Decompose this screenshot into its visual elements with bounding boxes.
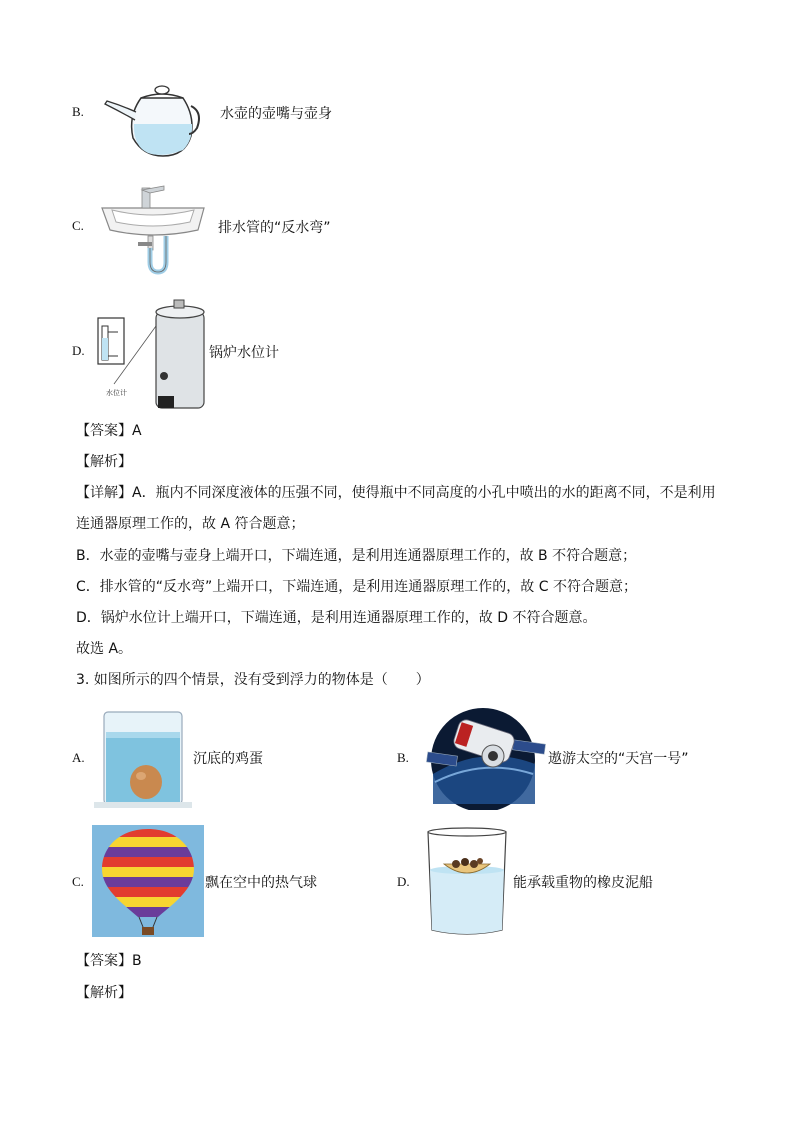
q2-detail-line-5: D．锅炉水位计上端开口，下端连通，是利用连通器原理工作的，故 D 不符合题意。 [76,610,597,626]
q3-stem: 3. 如图所示的四个情景，没有受到浮力的物体是（ ） [76,672,430,688]
option-d-caption: 锅炉水位计 [209,345,279,361]
q2-detail-line-1 [76,483,716,503]
clay-boat-image [422,826,512,938]
answer-label: 【答案】 [76,423,132,439]
water-gauge-inset-label: 水位计 [106,389,127,397]
q3-option-d-caption: 能承载重物的橡皮泥船 [513,875,653,891]
q3-option-a-letter: A. [72,750,85,765]
option-c-caption: 排水管的“反水弯” [218,220,331,236]
q2-detail-line-2: 连通器原理工作的，故 A 符合题意； [76,516,305,532]
option-b-letter: B. [72,104,84,119]
option-b-caption: 水壶的壶嘴与壶身 [220,106,332,122]
teapot-image [103,76,203,158]
option-d-letter: D. [72,343,85,358]
q2-detail-line-3: B．水壶的壶嘴与壶身上端开口，下端连通，是利用连通器原理工作的，故 B 不符合题意； [76,548,637,564]
option-c-letter: C. [72,218,84,233]
q3-answer [76,951,142,971]
sunken-egg-image [94,708,192,808]
detail-label: 【详解】 [76,485,132,501]
q2-analysis-label: 【解析】 [76,454,132,470]
q2-detail-line-4: C．排水管的“反水弯”上端开口，下端连通，是利用连通器原理工作的，故 C 不符合题意； [76,579,637,595]
sink-drain-trap-image [98,178,208,278]
q3-analysis-label: 【解析】 [76,985,132,1001]
q3-option-b-caption: 遨游太空的“天宫一号” [548,751,689,767]
q2-conclusion: 故选 A。 [76,641,133,657]
answer-label: 【答案】 [76,953,132,969]
detail-text: A．瓶内不同深度液体的压强不同，使得瓶中不同高度的小孔中喷出的水的距离不同，不是利用 [132,485,716,501]
q3-option-a-caption: 沉底的鸡蛋 [193,751,263,767]
q2-answer [76,421,142,441]
tiangong-space-station-image [425,704,547,810]
answer-value: A [132,423,142,439]
answer-value: B [132,953,142,969]
q3-option-d-letter: D. [397,874,410,889]
hot-air-balloon-image [92,825,204,937]
q3-option-c-caption: 飘在空中的热气球 [205,875,317,891]
q3-option-b-letter: B. [397,750,409,765]
q3-option-c-letter: C. [72,874,84,889]
